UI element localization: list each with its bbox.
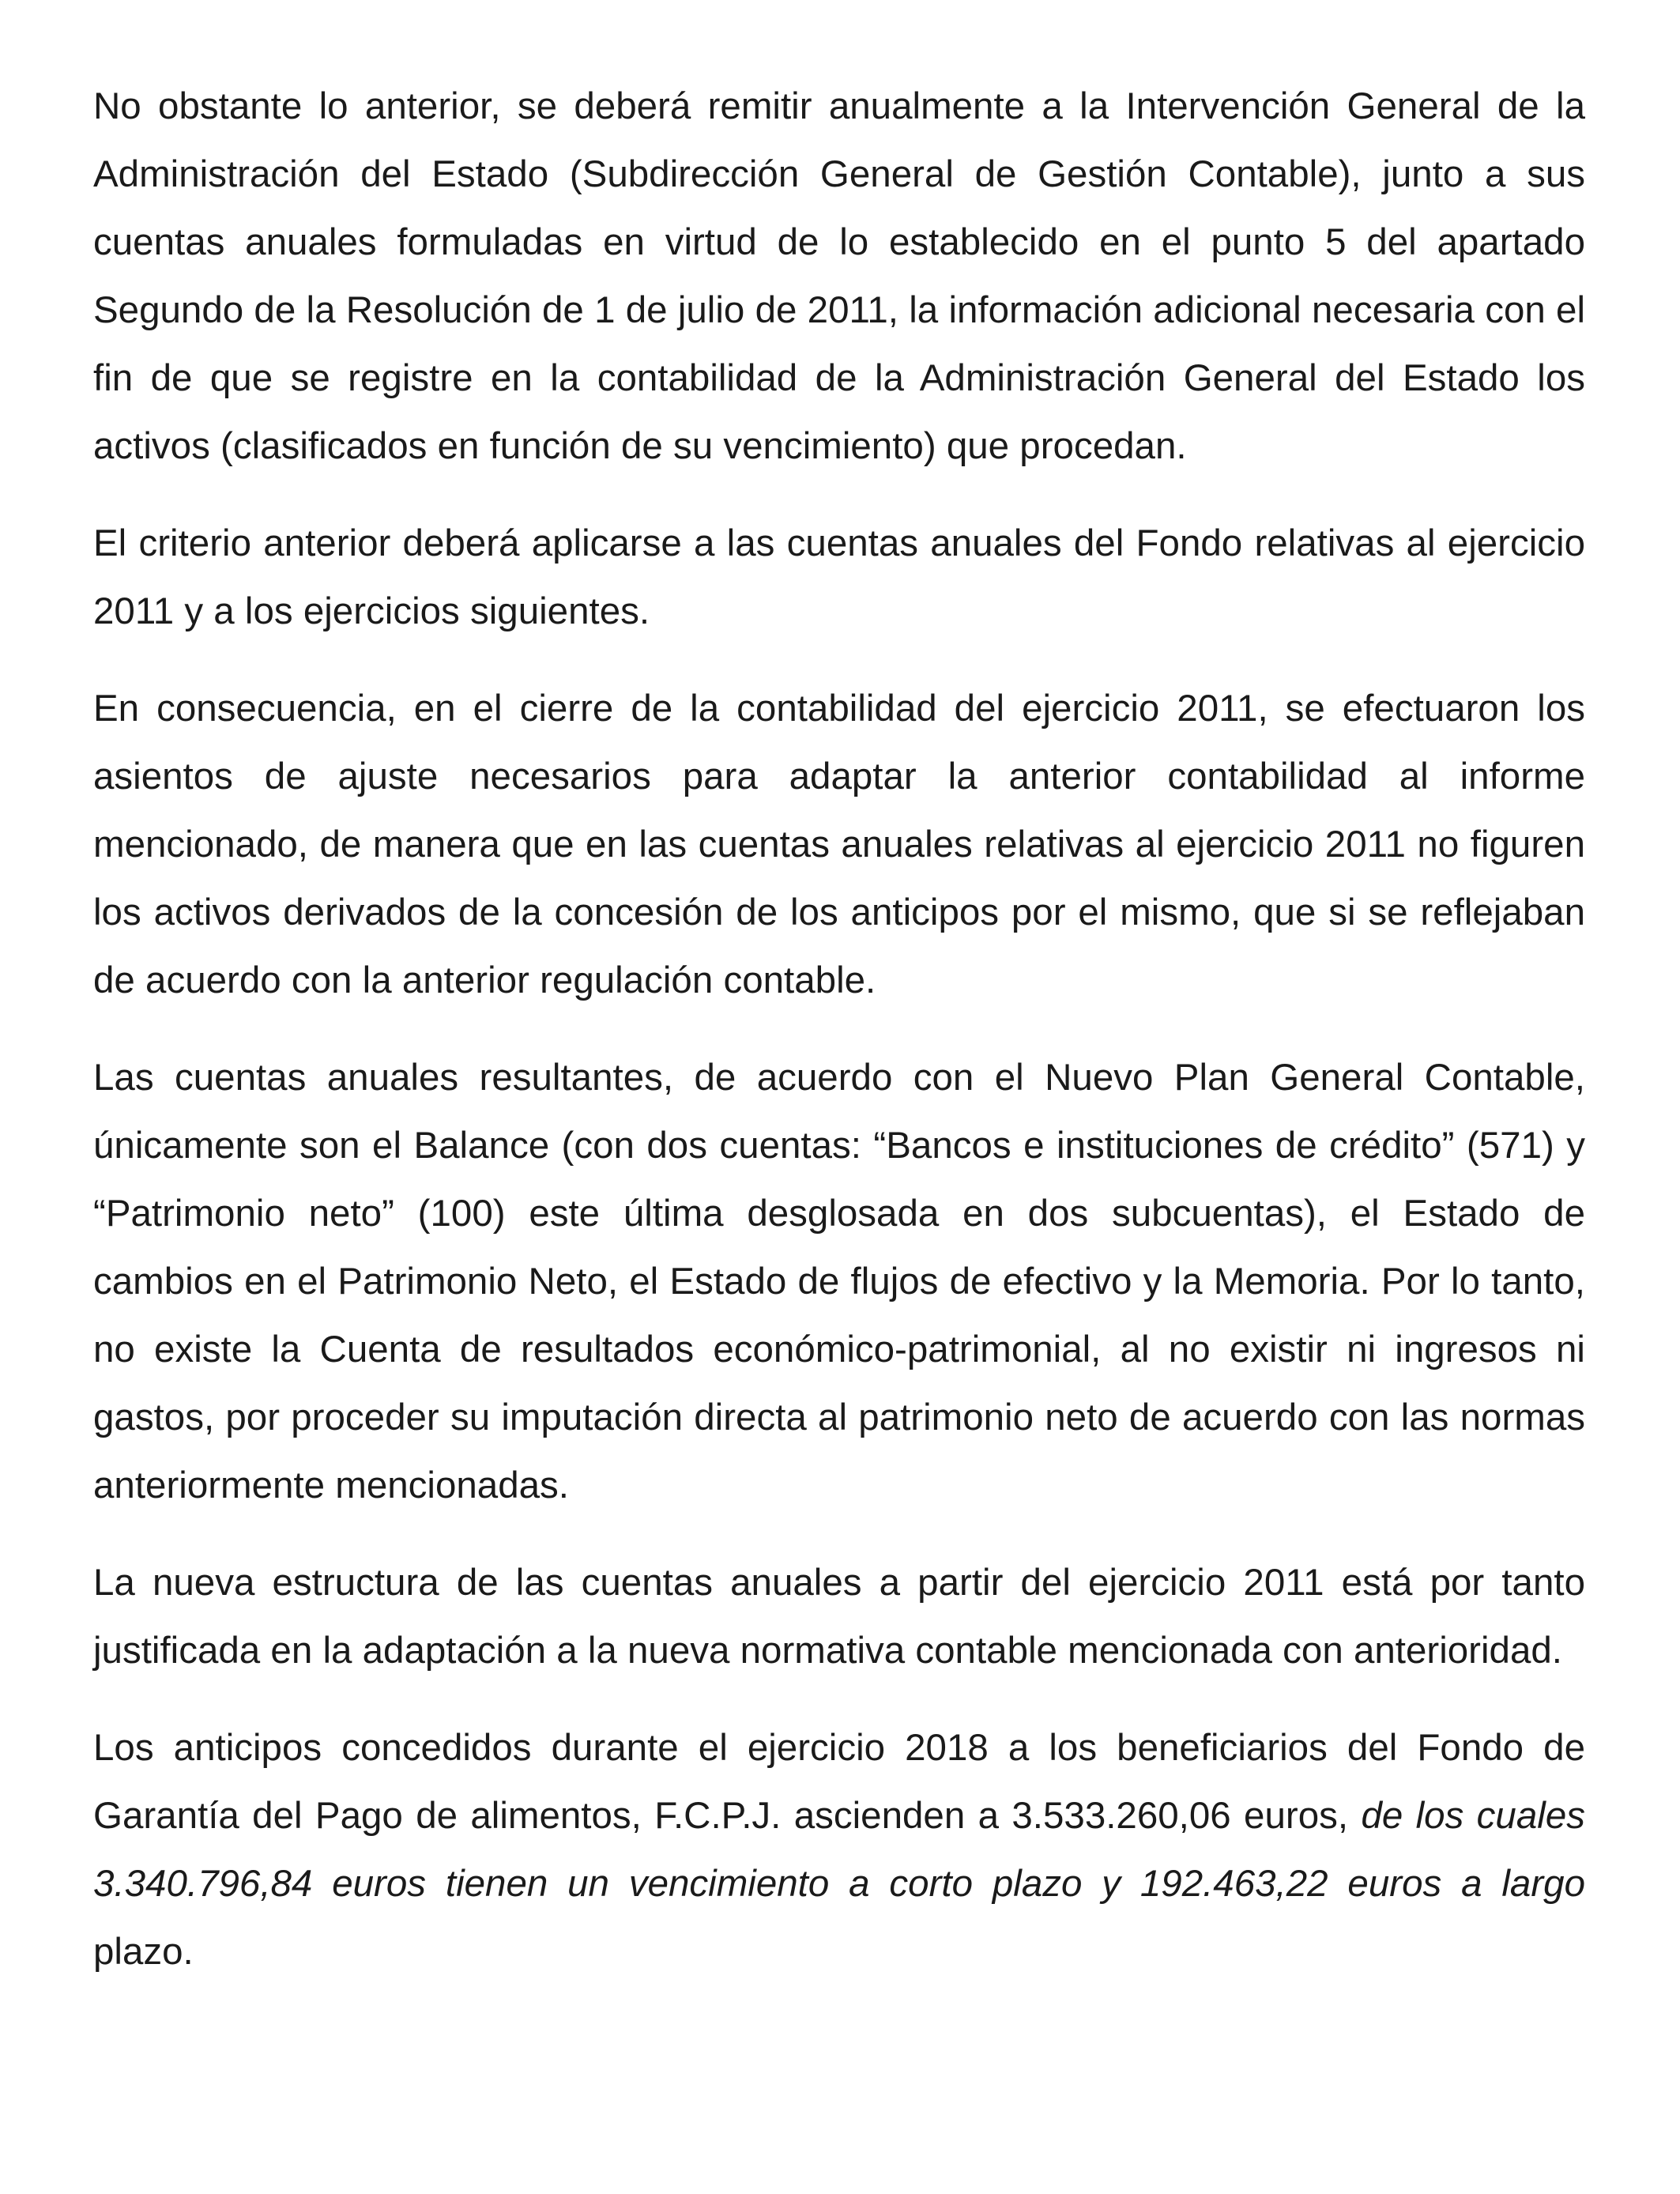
paragraph-cuentas-resultantes: Las cuentas anuales resultantes, de acuerdo con el Nuevo Plan General Contable, únicamente son el Balance (con dos cuentas: “Bancos e instituciones de crédito” (571) y “Patrimonio neto” (100) este última desglosada en dos subcuentas), el Estado de cambios en el Patrimonio Neto, el Estado de flujos de efectivo y la Memoria. Por lo tanto, no existe la Cuenta de resultados económico-patrimonial, al no existir ni ingresos ni gastos, por proceder su imputación directa al patrimonio neto de acuerdo con las normas anteriormente mencionadas. <box>93 1057 1585 1506</box>
paragraph-intervencion-general: No obstante lo anterior, se deberá remitir anualmente a la Intervención General de la Administración del Estado (Subdirección General de Gestión Contable), junto a sus cuentas anuales formuladas en virtud de lo establecido en el punto 5 del apartado Segundo de la Resolución de 1 de julio de 2011, la información adicional necesaria con el fin de que se registre en la contabilidad de la Administración General del Estado los activos (clasificados en función de su vencimiento) que procedan. <box>93 85 1585 467</box>
anticipos-text-end: plazo. <box>93 1931 194 1973</box>
paragraph-nueva-estructura: La nueva estructura de las cuentas anuales a partir del ejercicio 2011 está por tanto justificada en la adaptación a la nueva normativa contable mencionada con anterioridad. <box>93 1562 1585 1672</box>
document-page <box>93 73 1585 2015</box>
paragraph-en-consecuencia: En consecuencia, en el cierre de la contabilidad del ejercicio 2011, se efectuaron los asientos de ajuste necesarios para adaptar la anterior contabilidad al informe mencionado, de manera que en las cuentas anuales relativas al ejercicio 2011 no figuren los activos derivados de la concesión de los anticipos por el mismo, que si se reflejaban de acuerdo con la anterior regulación contable. <box>93 688 1585 1001</box>
paragraph-anticipos-concedidos <box>93 1714 1585 1986</box>
anticipos-text-italic: de los cuales 3.340.796,84 euros tienen un vencimiento a corto plazo y 192.463,22 euros a largo <box>93 1795 1585 1905</box>
paragraph-criterio-anterior: El criterio anterior deberá aplicarse a las cuentas anuales del Fondo relativas al ejercicio 2011 y a los ejercicios siguientes. <box>93 522 1585 632</box>
anticipos-text-start: Los anticipos concedidos durante el ejercicio 2018 a los beneficiarios del Fondo de Garantía del Pago de alimentos, F.C.P.J. ascienden a 3.533.260,06 euros, <box>93 1727 1585 1837</box>
